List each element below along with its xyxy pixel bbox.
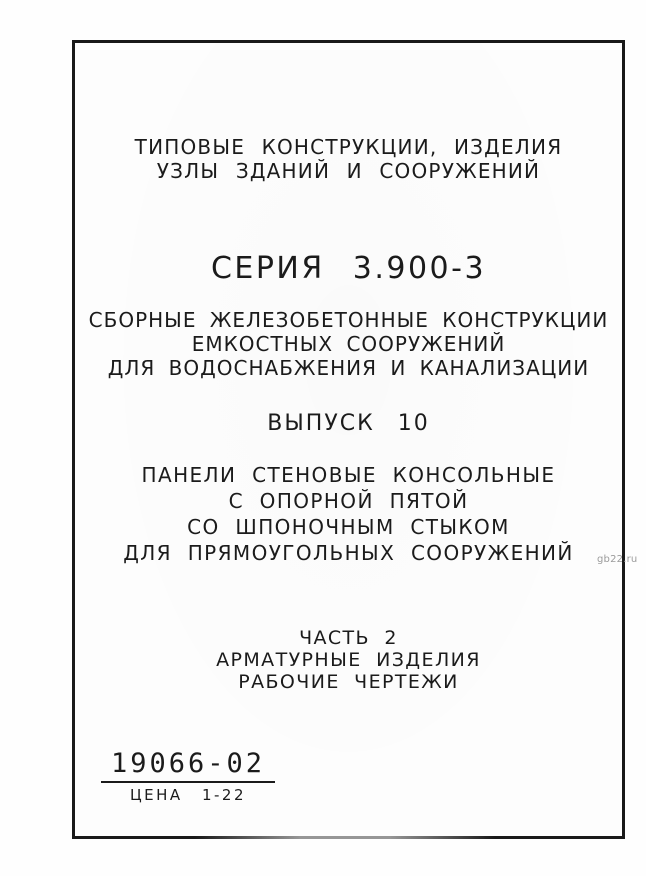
- subtitle-line-2: ЕМКОСТНЫХ СООРУЖЕНИЙ: [191, 332, 506, 356]
- price-label: ЦЕНА: [130, 786, 183, 804]
- header-line-1: ТИПОВЫЕ КОНСТРУКЦИИ, ИЗДЕЛИЯ: [134, 135, 563, 159]
- page-border-frame: [72, 40, 625, 839]
- subtitle-line-3: ДЛЯ ВОДОСНАБЖЕНИЯ И КАНАЛИЗАЦИИ: [107, 356, 590, 380]
- section-title: [75, 462, 622, 566]
- price-value: 1-22: [201, 786, 247, 804]
- part-number: ЧАСТЬ 2: [299, 627, 398, 649]
- section-title-line-1: ПАНЕЛИ СТЕНОВЫЕ КОНСОЛЬНЫЕ: [141, 463, 556, 487]
- document-subtitle: [75, 308, 622, 380]
- price-line: [101, 786, 275, 804]
- section-title-line-4: ДЛЯ ПРЯМОУГОЛЬНЫХ СООРУЖЕНИЙ: [123, 541, 574, 565]
- subtitle-line-1: СБОРНЫЕ ЖЕЛЕЗОБЕТОННЫЕ КОНСТРУКЦИИ: [88, 308, 609, 332]
- document-header: [75, 135, 622, 183]
- document-number-block: [101, 748, 275, 804]
- part-drawings-line: РАБОЧИЕ ЧЕРТЕЖИ: [238, 671, 459, 693]
- part-content-line: АРМАТУРНЫЕ ИЗДЕЛИЯ: [216, 649, 481, 671]
- section-title-line-2: С ОПОРНОЙ ПЯТОЙ: [228, 489, 469, 513]
- issue-number: ВЫПУСК 10: [267, 411, 430, 436]
- series-title: СЕРИЯ 3.900-3: [210, 251, 487, 286]
- part-block: [75, 627, 622, 693]
- header-line-2: УЗЛЫ ЗДАНИЙ И СООРУЖЕНИЙ: [156, 159, 541, 183]
- section-title-line-3: СО ШПОНОЧНЫМ СТЫКОМ: [187, 515, 510, 539]
- site-watermark: gb22.ru: [597, 554, 638, 565]
- document-number: 19066-02: [101, 748, 275, 783]
